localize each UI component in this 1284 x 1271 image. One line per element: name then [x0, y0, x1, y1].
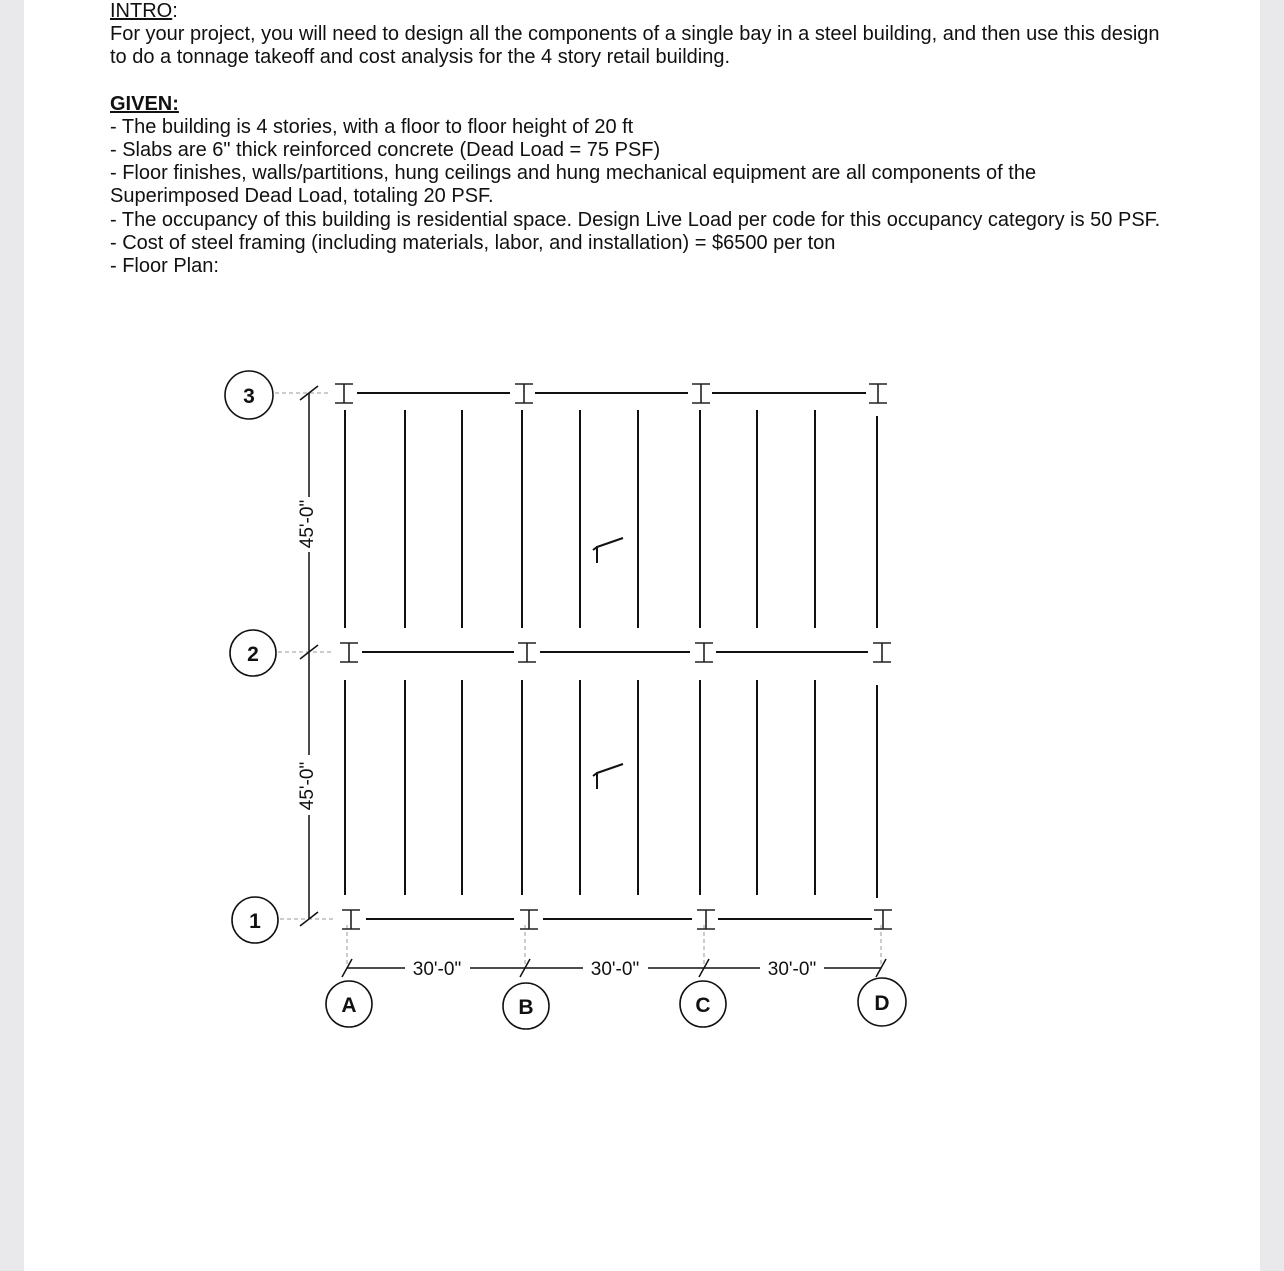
girders	[357, 393, 872, 919]
span-arrow-icon	[593, 538, 623, 563]
column-i-shapes	[335, 384, 892, 929]
dimension-label: 45'-0"	[297, 499, 318, 549]
column-icon	[692, 384, 710, 403]
beams-upper	[345, 410, 877, 628]
grid-bubble-row-3: 3	[243, 385, 255, 408]
intro-heading: INTRO	[110, 0, 173, 22]
vertical-dimension	[300, 386, 318, 926]
column-icon	[869, 384, 887, 403]
column-icon	[874, 910, 892, 929]
dimension-label: 30'-0"	[590, 959, 640, 980]
grid-bubble-col-c: C	[695, 994, 711, 1017]
given-item: - Slabs are 6" thick reinforced concrete (Dead Load = 75 PSF)	[110, 139, 661, 162]
intro-body: For your project, you will need to design all the components of a single bay in a steel building, and then use this design to do a tonnage takeoff and cost analysis for the 4 story retail building.	[110, 23, 1160, 69]
grid-extension-lines	[275, 393, 881, 965]
given-item: - Floor Plan:	[110, 255, 219, 278]
column-icon	[873, 643, 891, 662]
given-heading: GIVEN:	[110, 92, 179, 115]
grid-bubble-row-2: 2	[247, 643, 259, 666]
dimension-label: 30'-0"	[412, 959, 462, 980]
beams-lower	[345, 680, 877, 898]
grid-bubble-row-1: 1	[249, 910, 261, 933]
column-icon	[342, 910, 360, 929]
given-item: - The building is 4 stories, with a floor to floor height of 20 ft	[110, 115, 634, 138]
grid-bubble-col-a: A	[341, 994, 357, 1017]
column-icon	[335, 384, 353, 403]
grid-bubble-col-b: B	[518, 996, 534, 1019]
column-icon	[520, 910, 538, 929]
dimension-label: 30'-0"	[767, 959, 817, 980]
column-icon	[695, 643, 713, 662]
given-item: - The occupancy of this building is residential space. Design Live Load per code for this occupancy category is 50 PSF.	[110, 208, 1161, 231]
column-icon	[340, 643, 358, 662]
column-icon	[515, 384, 533, 403]
given-item: - Cost of steel framing (including materials, labor, and installation) = $6500 per ton	[110, 231, 836, 254]
span-direction-arrows	[593, 538, 623, 789]
column-grid-bubbles	[326, 978, 906, 1029]
intro-colon: :	[172, 0, 178, 22]
span-arrow-icon	[593, 764, 623, 789]
grid-bubble-col-d: D	[874, 992, 890, 1015]
dimension-label: 45'-0"	[297, 761, 318, 811]
column-icon	[697, 910, 715, 929]
column-icon	[518, 643, 536, 662]
given-item: - Floor finishes, walls/partitions, hung ceilings and hung mechanical equipment are all components of the Superimposed Dead Load, totaling 20 PSF.	[110, 162, 1037, 208]
